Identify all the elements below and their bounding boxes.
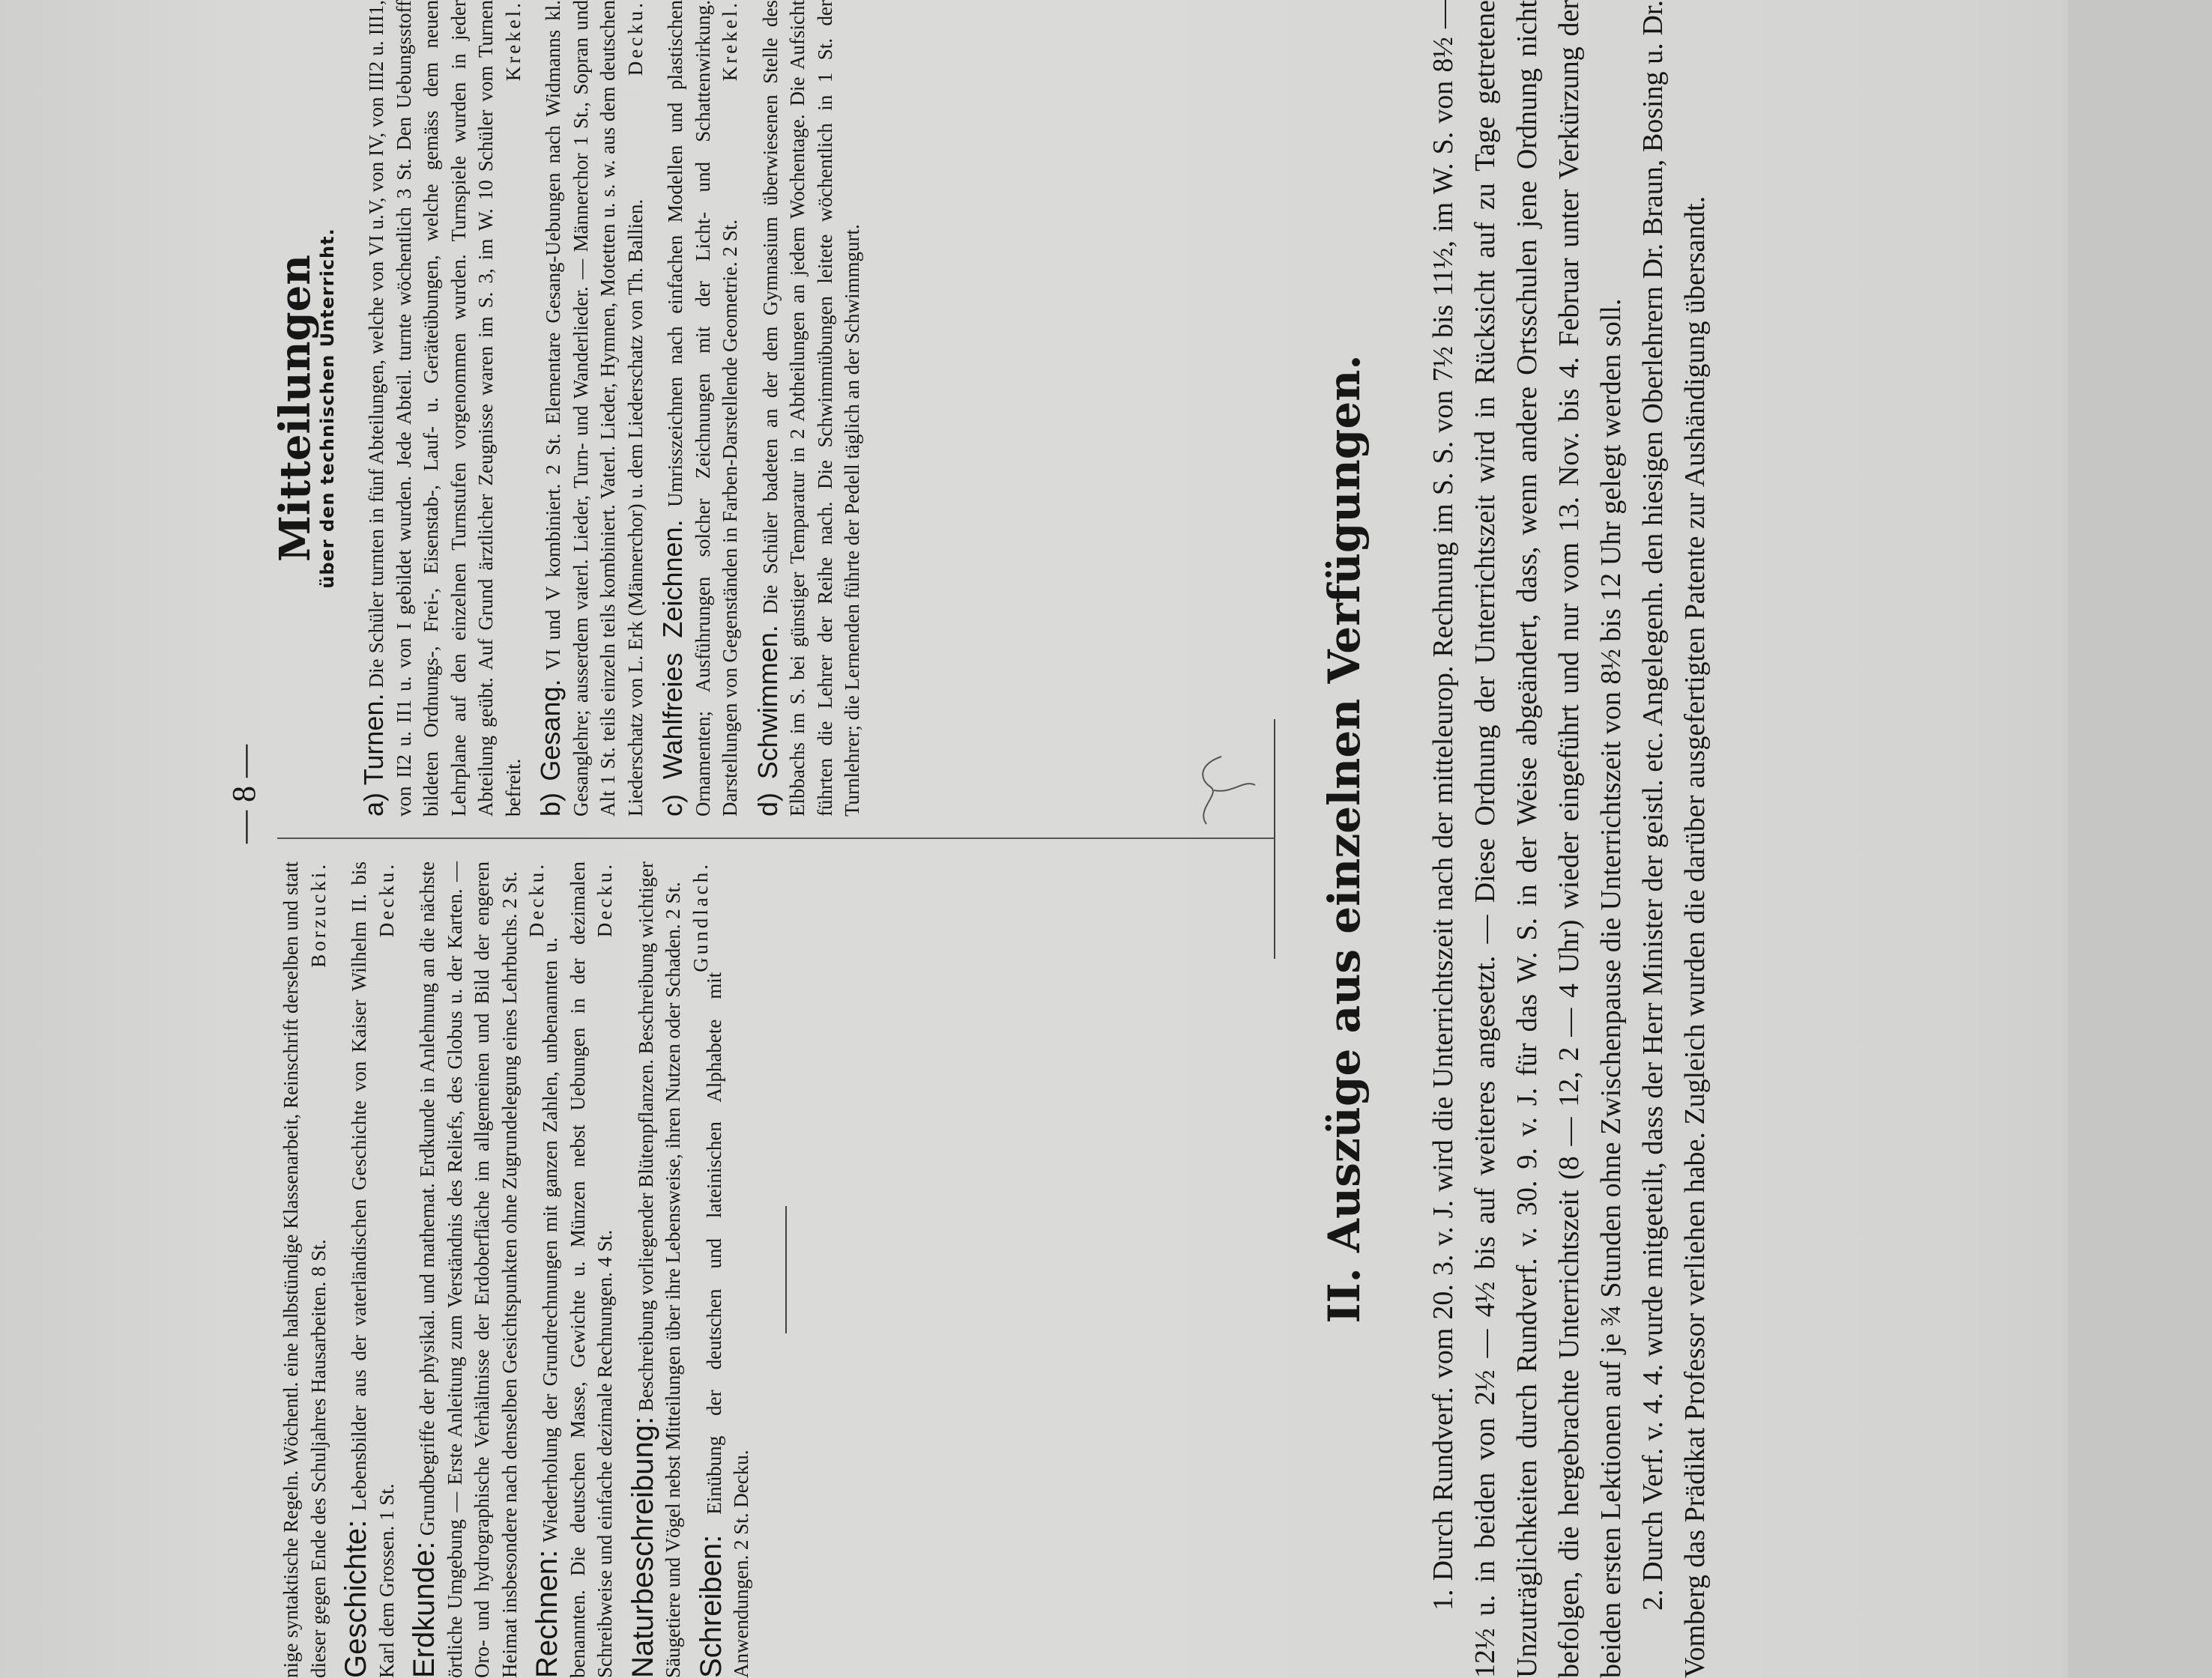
decree-paragraph-1: 1. Durch Rundverf. vom 20. 3. v. J. wird die Unterrichtszeit nach der mitteleurop. Rechnung im S. S. von 7½ bis 11½, im W. S. von 8½ — 12½ u. in beiden von 2½ — 4½ bis auf weiteres angesetzt. — Diese Ordnung der Unterrichtszeit wird in Rücksicht auf zu Tage getretene Unzuträglichkeiten durch Rundverf. v. 30. 9. v. J. für das W. S. in der Weise abgeändert, dass, wenn andere Ortsschulen jene Ordnung nicht befolgen, die hergebrachte Unterrichtszeit (8 — 12, 2 — 4 Uhr) wieder eingeführt und nur vom 13. Nov. bis 4. Februar unter Verkürzung der beiden ersten Lektionen auf je ¾ Stunden ohne Zwischenpause die Unterrichtszeit von 8½ bis 12 Uhr gelegt werden soll. [1427, 0, 1627, 1678]
subject-heading: Naturbeschreibung: [626, 1416, 659, 1678]
left-column [277, 861, 787, 1678]
schreiben-paragraph: Schreiben: Einübung der deutschen und lateinischen Alphabete mit Anwendungen. 2 St. Decku. [694, 972, 752, 1678]
signature: Decku. [730, 1450, 752, 1508]
rechnen-paragraph: Rechnen: Wiederholung der Grundrechnungen mit ganzen Zahlen, unbenannten u. benannten. Die deutschen Masse, Gewichte u. Münzen nebst Uebungen in der dezimalen Schreibweise und einfache dezimale Rechnungen. 4 St. Decku. [534, 861, 619, 1678]
section-title: Mitteilungen [271, 254, 320, 563]
subsection-label: b) Gesang. [535, 679, 566, 817]
signature: Decku. [375, 861, 398, 938]
zeichnen-paragraph: c) Wahlfreies Zeichnen. Umrisszeichnen nach einfachen Modellen und plastischen Ornamenten; Ausführungen solcher Zeichnungen mit der Licht- und Schattenwirkung. Darstellungen von Gegenständen in Farben-Darstellende Geometrie. 2 St. Krekel. [659, 0, 744, 817]
schwimmen-paragraph: d) Schwimmen. Die Schüler badeten an der dem Gymnasium überwiesenen Stelle des Elbbachs im S. bei günstiger Temparatur in 2 Abtheilungen an jedem Wochentage. Die Aufsicht führten die Lehrer der Reihe nach. Die Schwimmübungen leitete wöchentlich in 1 St. der Turnlehrer; die Lernenden führte der Pedell täglich an der Schwimmgurt. [752, 0, 863, 817]
subsection-label: c) Wahlfreies Zeichnen. [657, 519, 688, 817]
signature: Decku. [623, 0, 647, 76]
decree-paragraph-2: 2. Durch Verf. v. 4. 4. wurde mitgeteilt, dass der Herr Minister der geistl. etc. Angelegenh. den hiesigen Oberlehrern Dr. Braun, Bosing u. Dr. Vomberg das Prädikat Professor verliehen habe. Zugleich wurden die darüber ausgefertigten Patente zur Aushändigung übersandt. [1637, 0, 1711, 1678]
turnen-paragraph: a) Turnen. Die Schüler turnten in fünf Abteilungen, welche von VI u.V, von IV, von III2 u. III1, von II2 u. II1 u. von I gebildet wurden. Jede Abteil. turnte wöchentlich 3 St. Den Uebungsstoff bildeten Ordnungs-, Frei-, Eisenstab-, Lauf- u. Geräteübungen, welche gemäss dem neuen Lehrplane auf den einzelnen Turnstufen vorgenommen wurden. Turnspiele wurden in jeder Abteilung geübt. Auf Grund ärztlicher Zeugnisse waren im S. 3, im W. 10 Schüler vom Turnen befreit. Krekel. [360, 0, 527, 817]
subject-heading: Rechnen: [531, 1549, 563, 1678]
subject-heading: Schreiben: [694, 1534, 728, 1678]
pencil-scribble-mark [1191, 742, 1259, 832]
geschichte-paragraph: Geschichte: Lebensbilder aus der vaterländischen Geschichte von Kaiser Wilhelm II. bis Karl dem Grossen. 1 St. Decku. [342, 861, 400, 1678]
subsection-label: a) Turnen. [358, 693, 389, 817]
subsection-label: d) Schwimmen. [752, 625, 783, 817]
scan-edge [2068, 0, 2212, 1678]
signature: Decku. [525, 861, 548, 938]
section-divider [1274, 719, 1275, 959]
subject-heading: Erdkunde: [408, 1541, 441, 1678]
section-subtitle: über den technischen Unterricht. [316, 228, 338, 589]
subject-heading: Geschichte: [339, 1519, 372, 1678]
signature: Borzucki. [306, 861, 330, 968]
section-2 [1319, 0, 1716, 1678]
signature: Krekel. [719, 0, 741, 82]
natur-paragraph: Naturbeschreibung: Beschreibung vorliegender Blütenpflanzen. Beschreibung wichtiger Säugetiere und Vögel nebst Mitteilungen über ihre Lebensweise, ihren Nutzen oder Schaden. 2 St. Gundlach. [629, 861, 687, 1678]
page-number: — 8 — [226, 745, 262, 843]
column-divider [277, 838, 1274, 839]
signature: Decku. [593, 861, 616, 938]
gesang-paragraph: b) Gesang. VI und V kombiniert. 2 St. Elementare Gesang-Uebungen nach Widmanns kl. Gesanglehre; ausserdem vaterl. Lieder, Turn- und Wanderlieder. — Männerchor 1 St., Sopran und Alt 1 St. teils einzeln teils kombiniert. Vaterl. Lieder, Hymnen, Motetten u. s. w. aus dem deutschen Liederschatz von L. Erk (Männerchor) u. dem Liederschatz von Th. Ballien. Decku. [537, 0, 649, 817]
erdkunde-paragraph: Erdkunde: Grundbegriffe der physikal. und mathemat. Erdkunde in Anlehnung an die nächste örtliche Umgebung — Erste Anleitung zum Verständnis des Reliefs, des Globus u. der Karten. — Oro- und hydrographische Verhältnisse der Erdoberfläche im allgemeinen und Bild der engeren Heimat insbesondere nach denselben Gesichtspunkten ohne Zugrundelegung eines Lehrbuchs. 2 St. Decku. [411, 861, 523, 1678]
signature: Gundlach. [689, 861, 712, 972]
signature: Krekel. [501, 0, 525, 82]
rotated-page [225, 0, 2068, 1678]
right-column [271, 0, 877, 817]
column-end-rule [785, 1206, 787, 1333]
section-2-title: II. Auszüge aus einzelnen Verfügungen. [1319, 354, 1370, 1324]
intro-paragraph: nige syntaktische Regeln. Wöchentl. eine halbstündige Klassenarbeit, Reinschrift derselben und statt dieser gegen Ende des Schuljahres Hausarbeiten. 8 St. Borzucki. [277, 861, 332, 1678]
